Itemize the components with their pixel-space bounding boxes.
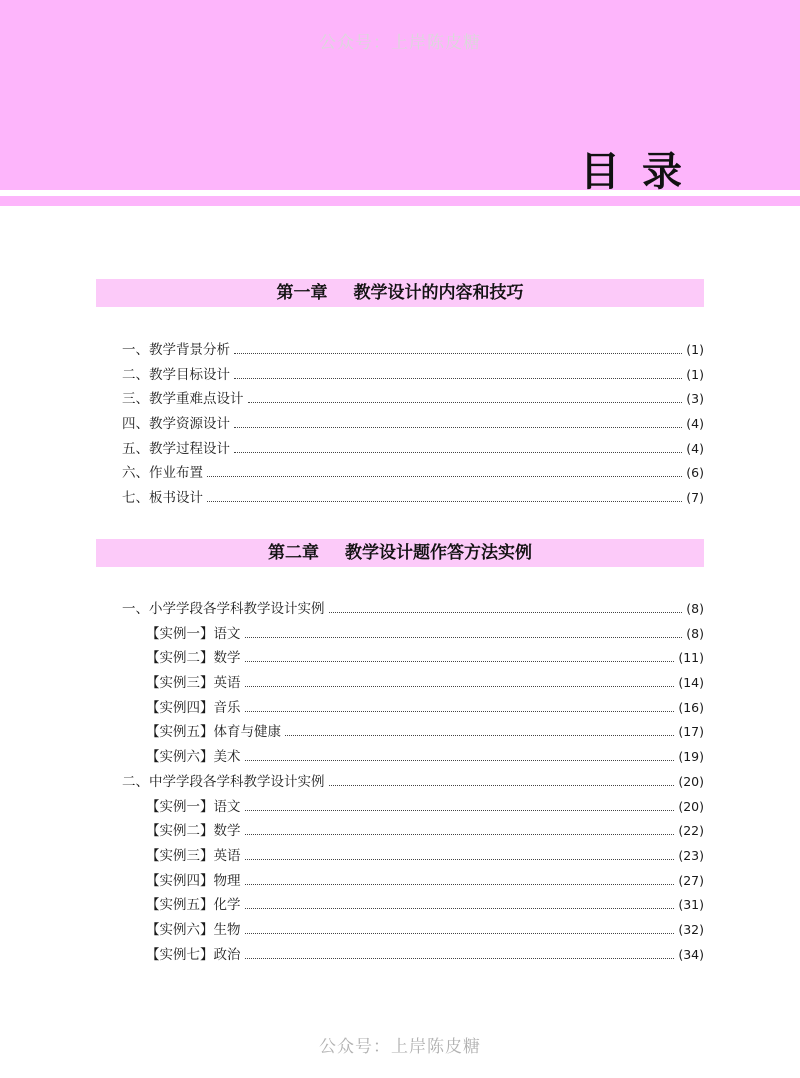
toc-entry-page: (31)	[678, 897, 704, 913]
page-title: 目录	[580, 149, 704, 195]
toc-entry-label: 六、作业布置	[122, 465, 203, 482]
toc-entry[interactable]	[122, 486, 704, 511]
toc-entry-page: (23)	[678, 847, 704, 863]
toc-entry-page: (17)	[678, 724, 704, 740]
dot-leader	[248, 402, 683, 403]
toc-entry[interactable]	[122, 696, 704, 721]
toc-entry-page: (27)	[678, 872, 704, 888]
toc-entry-label: 五、教学过程设计	[122, 440, 230, 457]
toc-entry-page: (4)	[686, 440, 704, 456]
dot-leader	[234, 378, 682, 379]
toc-entry-label: 二、中学学段各学科教学设计实例	[122, 773, 325, 790]
dot-leader	[245, 834, 675, 835]
toc-entry-label: 【实例四】物理	[146, 872, 241, 889]
dot-leader	[207, 501, 682, 502]
toc-entry-label: 【实例一】语文	[146, 798, 241, 815]
toc-entry-label: 【实例二】数学	[146, 823, 241, 840]
toc-entry-label: 四、教学资源设计	[122, 416, 230, 433]
chapter-heading-1	[96, 279, 704, 307]
toc-entry[interactable]	[122, 671, 704, 696]
toc-entry-page: (7)	[686, 490, 704, 506]
dot-leader	[245, 908, 675, 909]
chapter-name: 教学设计的内容和技巧	[353, 283, 524, 303]
toc-entry[interactable]	[122, 943, 704, 968]
toc-entry[interactable]	[122, 338, 704, 363]
dot-leader	[245, 661, 675, 662]
toc-entry-label: 【实例四】音乐	[146, 699, 241, 716]
toc-entry[interactable]	[122, 770, 704, 795]
toc-entry[interactable]	[122, 437, 704, 462]
toc-entry-label: 【实例一】语文	[146, 625, 241, 642]
toc-entry-label: 【实例六】生物	[146, 921, 241, 938]
chapter-number: 第一章	[276, 283, 328, 303]
dot-leader	[245, 958, 675, 959]
toc-entry[interactable]	[122, 869, 704, 894]
toc-entry[interactable]	[122, 720, 704, 745]
toc-entry-page: (32)	[678, 921, 704, 937]
dot-leader	[245, 760, 675, 761]
dot-leader	[245, 810, 675, 811]
dot-leader	[329, 785, 675, 786]
chapter-number: 第二章	[268, 543, 319, 563]
dot-leader	[245, 859, 675, 860]
toc-entry[interactable]	[122, 745, 704, 770]
toc-entry-page: (4)	[686, 416, 704, 432]
toc-entry[interactable]	[122, 363, 704, 388]
toc-list-chapter-1	[122, 338, 704, 511]
toc-entry-label: 【实例三】英语	[146, 675, 241, 692]
toc-entry-page: (8)	[686, 601, 704, 616]
toc-entry-page: (22)	[678, 823, 704, 839]
toc-entry[interactable]	[122, 387, 704, 412]
toc-entry-page: (20)	[678, 773, 704, 789]
dot-leader	[234, 427, 682, 428]
toc-entry-page: (11)	[678, 650, 704, 666]
toc-entry[interactable]	[122, 461, 704, 486]
toc-entry-label: 【实例二】数学	[146, 650, 241, 667]
toc-entry-page: (8)	[686, 625, 704, 641]
dot-leader	[245, 686, 675, 687]
toc-entry-page: (16)	[678, 699, 704, 715]
watermark-bottom: 公众号：上岸陈皮糖	[319, 1037, 481, 1057]
toc-entry-label: 【实例六】美术	[146, 749, 241, 766]
toc-entry-page: (14)	[678, 675, 704, 691]
toc-entry[interactable]	[122, 795, 704, 820]
toc-entry-label: 【实例三】英语	[146, 847, 241, 864]
toc-entry-label: 【实例五】化学	[146, 897, 241, 914]
toc-entry[interactable]	[122, 646, 704, 671]
toc-entry-label: 【实例五】体育与健康	[146, 724, 281, 741]
toc-entry-page: (34)	[678, 946, 704, 962]
toc-entry-label: 三、教学重难点设计	[122, 391, 244, 408]
dot-leader	[234, 353, 682, 354]
toc-entry-page: (3)	[686, 391, 704, 407]
toc-entry[interactable]	[122, 412, 704, 437]
toc-list-chapter-2	[122, 597, 704, 967]
dot-leader	[234, 452, 682, 453]
banner-stripe	[0, 196, 800, 206]
toc-entry-label: 一、小学学段各学科教学设计实例	[122, 601, 325, 617]
dot-leader	[285, 735, 674, 736]
dot-leader	[329, 612, 683, 613]
toc-entry-page: (1)	[686, 366, 704, 382]
toc-entry-label: 【实例七】政治	[146, 946, 241, 963]
toc-entry[interactable]	[122, 918, 704, 943]
dot-leader	[207, 476, 682, 477]
watermark-top: 公众号：上岸陈皮糖	[319, 33, 481, 53]
dot-leader	[245, 637, 683, 638]
chapter-name: 教学设计题作答方法实例	[345, 543, 532, 563]
toc-entry[interactable]	[122, 819, 704, 844]
toc-entry-label: 七、板书设计	[122, 490, 203, 507]
dot-leader	[245, 711, 675, 712]
dot-leader	[245, 933, 675, 934]
toc-entry-label: 一、教学背景分析	[122, 342, 230, 358]
toc-entry[interactable]	[122, 622, 704, 647]
toc-entry[interactable]	[122, 597, 704, 622]
toc-entry-page: (19)	[678, 749, 704, 765]
toc-entry[interactable]	[122, 844, 704, 869]
dot-leader	[245, 884, 675, 885]
toc-entry-page: (1)	[686, 342, 704, 357]
toc-entry[interactable]	[122, 893, 704, 918]
toc-entry-page: (20)	[678, 798, 704, 814]
chapter-heading-2	[96, 539, 704, 567]
toc-entry-label: 二、教学目标设计	[122, 366, 230, 383]
toc-entry-page: (6)	[686, 465, 704, 481]
